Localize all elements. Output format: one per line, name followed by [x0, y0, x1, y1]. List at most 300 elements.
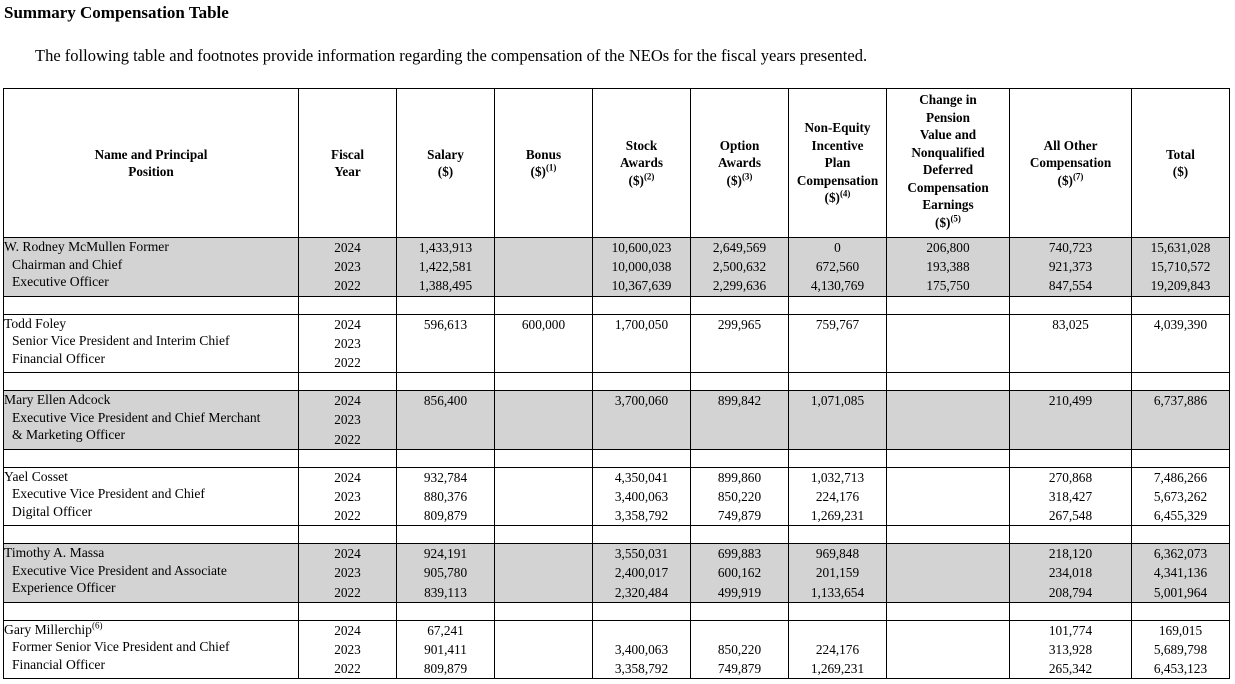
bonus-cell	[495, 467, 593, 526]
pension-value	[887, 410, 1009, 429]
fiscal-year-cell	[299, 391, 397, 450]
fiscal-year-cell	[299, 238, 397, 297]
spacer-cell	[691, 373, 789, 391]
officer-name-cell	[4, 620, 299, 679]
stock-awards-cell	[593, 467, 691, 526]
spacer-cell	[299, 602, 397, 620]
spacer-cell	[4, 602, 299, 620]
spacer-cell	[1132, 449, 1230, 467]
spacer-cell	[299, 449, 397, 467]
spacer-cell	[495, 449, 593, 467]
spacer-cell	[789, 449, 887, 467]
spacer-row	[4, 373, 1230, 391]
bonus-value	[495, 487, 592, 506]
salary-value: 880,376	[423, 488, 468, 504]
total-cell	[1132, 467, 1230, 526]
spacer-cell	[1010, 526, 1132, 544]
spacer-cell	[495, 526, 593, 544]
officer-name: Todd Foley	[4, 315, 67, 331]
stock-awards-value: 3,550,031	[614, 546, 669, 562]
stock-awards-value	[593, 430, 690, 449]
stock-awards-value: 2,400,017	[614, 565, 669, 581]
spacer-cell	[4, 296, 299, 314]
stock-awards-cell	[593, 620, 691, 679]
option-awards-value: 749,879	[717, 508, 762, 524]
header-stock-awards: Stock Awards ($)$^{(2)}$	[593, 89, 691, 238]
spacer-cell	[1010, 449, 1132, 467]
bonus-value	[495, 506, 592, 525]
bonus-value	[495, 659, 592, 678]
fiscal-year-value: 2023	[334, 642, 361, 657]
non-equity-value: 969,848	[815, 546, 860, 562]
non-equity-value	[789, 430, 886, 449]
non-equity-cell	[789, 314, 887, 373]
fiscal-year-cell	[299, 314, 397, 373]
pension-cell	[887, 238, 1010, 297]
stock-awards-value: 10,000,038	[611, 259, 672, 275]
pension-value	[887, 315, 1009, 334]
salary-cell	[397, 467, 495, 526]
stock-awards-cell	[593, 544, 691, 603]
fiscal-year-value: 2023	[334, 259, 361, 275]
bonus-value	[495, 391, 592, 410]
non-equity-value	[789, 410, 886, 429]
all-other-value: 740,723	[1048, 240, 1093, 255]
spacer-cell	[1132, 373, 1230, 391]
officer-name: Timothy A. Massa	[4, 545, 105, 561]
total-value: 5,001,964	[1153, 584, 1208, 600]
officer-title-line: Senior Vice President and Interim Chief	[12, 333, 230, 349]
all-other-value: 234,018	[1048, 565, 1093, 581]
stock-awards-cell	[593, 314, 691, 373]
pension-value	[887, 468, 1009, 487]
header-pension: Change in Pension Value and Nonqualified Deferred Compensation Earnings ($)$^{(5)}$	[887, 89, 1010, 238]
header-non-equity: Non-Equity Incentive Plan Compensation ($)$^{(4)}$	[789, 89, 887, 238]
stock-awards-cell	[593, 238, 691, 297]
salary-value: 596,613	[423, 316, 468, 332]
spacer-cell	[1010, 373, 1132, 391]
spacer-cell	[397, 296, 495, 314]
spacer-cell	[4, 449, 299, 467]
fiscal-year-cell	[299, 544, 397, 603]
spacer-cell	[691, 449, 789, 467]
bonus-value	[495, 468, 592, 487]
officer-title-line: Executive Officer	[12, 274, 109, 290]
all-other-value	[1010, 410, 1131, 429]
officer-block	[4, 314, 1230, 373]
bonus-cell	[495, 620, 593, 679]
spacer-cell	[1132, 296, 1230, 314]
fiscal-year-cell	[299, 467, 397, 526]
intro-paragraph: The following table and footnotes provide information regarding the compensation of the NEOs for the fiscal years presented.	[35, 46, 868, 65]
fiscal-year-value: 2023	[334, 565, 361, 581]
non-equity-value: 201,159	[815, 565, 860, 581]
spacer-cell	[691, 602, 789, 620]
pension-cell	[887, 391, 1010, 450]
pension-value	[887, 353, 1009, 372]
total-value: 6,453,123	[1153, 661, 1208, 677]
fiscal-year-value: 2023	[334, 488, 361, 504]
salary-value: 856,400	[423, 393, 468, 409]
pension-value	[887, 563, 1009, 582]
officer-name: Gary Millerchip	[4, 621, 92, 637]
officer-block	[4, 620, 1230, 679]
option-awards-cell	[691, 620, 789, 679]
non-equity-cell	[789, 238, 887, 297]
spacer-cell	[4, 526, 299, 544]
spacer-cell	[593, 296, 691, 314]
officer-name-footnote: (6)	[91, 620, 103, 631]
spacer-row	[4, 449, 1230, 467]
total-cell	[1132, 238, 1230, 297]
fiscal-year-value: 2024	[334, 622, 361, 638]
officer-title-line: & Marketing Officer	[12, 427, 125, 443]
option-awards-value: 899,860	[717, 469, 762, 485]
salary-value	[397, 410, 494, 429]
header-option-awards: Option Awards ($)$^{(3)}$	[691, 89, 789, 238]
pension-value	[887, 487, 1009, 506]
all-other-value: 218,120	[1048, 546, 1093, 562]
spacer-cell	[1010, 296, 1132, 314]
spacer-cell	[397, 602, 495, 620]
summary-compensation-table	[3, 88, 1230, 679]
non-equity-value: 224,176	[815, 488, 860, 504]
non-equity-value: 1,071,085	[810, 393, 865, 409]
spacer-row	[4, 526, 1230, 544]
bonus-value: 600,000	[521, 316, 566, 332]
spacer-row	[4, 296, 1230, 314]
officer-block	[4, 467, 1230, 526]
header-fiscal-year: Fiscal Year	[299, 89, 397, 238]
fiscal-year-cell	[299, 620, 397, 679]
non-equity-value: 1,269,231	[810, 508, 865, 524]
salary-value: 809,879	[423, 508, 468, 524]
option-awards-value	[691, 410, 788, 429]
option-awards-value	[691, 334, 788, 353]
option-awards-value: 899,842	[717, 393, 762, 409]
spacer-cell	[887, 296, 1010, 314]
fiscal-year-value: 2024	[334, 393, 361, 409]
spacer-cell	[887, 526, 1010, 544]
total-value	[1132, 334, 1229, 353]
fiscal-year-value: 2022	[334, 354, 361, 370]
spacer-cell	[789, 526, 887, 544]
pension-value	[887, 621, 1009, 640]
bonus-value	[495, 334, 592, 353]
fiscal-year-value: 2022	[334, 278, 361, 294]
officer-title-line: Experience Officer	[12, 580, 116, 596]
all-other-value: 847,554	[1048, 278, 1093, 294]
spacer-cell	[887, 449, 1010, 467]
total-value: 6,455,329	[1153, 508, 1208, 524]
stock-awards-value: 3,700,060	[614, 393, 669, 409]
officer-name: Yael Cosset	[4, 468, 68, 484]
total-value: 15,710,572	[1150, 259, 1211, 275]
stock-awards-value: 3,400,063	[614, 642, 669, 657]
fiscal-year-value: 2024	[334, 240, 361, 255]
page-title: Summary Compensation Table	[4, 3, 229, 22]
spacer-cell	[495, 296, 593, 314]
non-equity-value	[789, 621, 886, 640]
bonus-cell	[495, 238, 593, 297]
salary-value: 905,780	[423, 565, 468, 581]
officer-title-line: Digital Officer	[12, 503, 93, 519]
pension-value	[887, 430, 1009, 449]
bonus-value	[495, 276, 592, 295]
officer-name-cell	[4, 314, 299, 373]
non-equity-value: 224,176	[815, 642, 860, 657]
pension-value: 206,800	[926, 240, 970, 255]
header-salary: Salary ($)	[397, 89, 495, 238]
fiscal-year-value: 2024	[334, 316, 361, 332]
all-other-value	[1010, 430, 1131, 449]
all-other-cell	[1010, 467, 1132, 526]
bonus-cell	[495, 391, 593, 450]
salary-cell	[397, 314, 495, 373]
officer-block	[4, 391, 1230, 450]
all-other-value: 101,774	[1048, 622, 1093, 638]
option-awards-cell	[691, 467, 789, 526]
total-value: 6,737,886	[1153, 393, 1208, 409]
officer-title-line: Financial Officer	[12, 350, 105, 366]
stock-awards-value: 4,350,041	[614, 469, 669, 485]
total-cell	[1132, 314, 1230, 373]
spacer-cell	[299, 526, 397, 544]
option-awards-cell	[691, 314, 789, 373]
stock-awards-value: 10,600,023	[611, 240, 672, 255]
salary-value: 839,113	[424, 584, 467, 600]
option-awards-value	[691, 353, 788, 372]
bonus-cell	[495, 314, 593, 373]
officer-title-line: Executive Vice President and Associate	[12, 562, 227, 578]
officer-block	[4, 544, 1230, 603]
spacer-cell	[397, 449, 495, 467]
fiscal-year-value: 2022	[334, 584, 361, 600]
bonus-value	[495, 257, 592, 276]
option-awards-value: 499,919	[717, 584, 762, 600]
salary-value	[397, 334, 494, 353]
spacer-cell	[397, 373, 495, 391]
spacer-cell	[691, 296, 789, 314]
total-value	[1132, 430, 1229, 449]
fiscal-year-value: 2023	[334, 335, 361, 351]
all-other-value: 921,373	[1048, 259, 1093, 275]
officer-name-cell	[4, 467, 299, 526]
option-awards-cell	[691, 544, 789, 603]
total-value	[1132, 410, 1229, 429]
spacer-cell	[593, 373, 691, 391]
all-other-value	[1010, 334, 1131, 353]
non-equity-cell	[789, 391, 887, 450]
officer-title-line: Financial Officer	[12, 657, 105, 672]
non-equity-cell	[789, 620, 887, 679]
total-value: 4,341,136	[1153, 565, 1208, 581]
spacer-cell	[1132, 602, 1230, 620]
total-value: 7,486,266	[1153, 469, 1208, 485]
pension-value	[887, 544, 1009, 563]
pension-value	[887, 391, 1009, 410]
stock-awards-cell	[593, 391, 691, 450]
spacer-cell	[495, 602, 593, 620]
option-awards-cell	[691, 238, 789, 297]
all-other-cell	[1010, 544, 1132, 603]
total-value: 5,673,262	[1153, 488, 1208, 504]
spacer-cell	[789, 296, 887, 314]
fiscal-year-value: 2024	[334, 469, 361, 485]
non-equity-cell	[789, 467, 887, 526]
all-other-value	[1010, 353, 1131, 372]
salary-cell	[397, 544, 495, 603]
all-other-value: 313,928	[1048, 642, 1093, 657]
pension-value	[887, 659, 1009, 678]
officer-block	[4, 238, 1230, 297]
officer-name-cell	[4, 544, 299, 603]
bonus-value	[495, 410, 592, 429]
total-cell	[1132, 544, 1230, 603]
salary-value	[397, 353, 494, 372]
pension-cell	[887, 467, 1010, 526]
total-value: 6,362,073	[1153, 546, 1208, 562]
all-other-cell	[1010, 238, 1132, 297]
spacer-cell	[299, 296, 397, 314]
salary-cell	[397, 620, 495, 679]
stock-awards-value: 1,700,050	[614, 316, 669, 332]
stock-awards-value: 3,358,792	[614, 661, 669, 677]
option-awards-value: 850,220	[717, 488, 762, 504]
spacer-cell	[887, 373, 1010, 391]
salary-value: 932,784	[423, 469, 468, 485]
pension-cell	[887, 620, 1010, 679]
spacer-cell	[887, 602, 1010, 620]
spacer-cell	[1132, 526, 1230, 544]
salary-value: 924,191	[423, 546, 468, 562]
pension-cell	[887, 314, 1010, 373]
stock-awards-value: 3,400,063	[614, 488, 669, 504]
total-value: 169,015	[1158, 622, 1203, 638]
pension-value	[887, 506, 1009, 525]
stock-awards-value: 3,358,792	[614, 508, 669, 524]
total-value: 5,689,798	[1153, 642, 1208, 657]
option-awards-value: 2,500,632	[712, 259, 767, 275]
pension-value	[887, 334, 1009, 353]
bonus-value	[495, 621, 592, 640]
option-awards-value: 600,162	[717, 565, 762, 581]
option-awards-cell	[691, 391, 789, 450]
option-awards-value: 749,879	[717, 661, 762, 677]
header-total: Total ($)	[1132, 89, 1230, 238]
non-equity-value	[789, 334, 886, 353]
total-value: 19,209,843	[1150, 278, 1211, 294]
bonus-value	[495, 563, 592, 582]
non-equity-value: 1,032,713	[810, 469, 865, 485]
all-other-value: 270,868	[1048, 469, 1093, 485]
non-equity-value: 1,269,231	[810, 661, 865, 677]
stock-awards-value	[593, 334, 690, 353]
officer-title-line: Executive Vice President and Chief Merchant	[12, 409, 261, 425]
all-other-cell	[1010, 391, 1132, 450]
all-other-value: 265,342	[1048, 661, 1093, 677]
option-awards-value: 850,220	[717, 642, 762, 657]
officer-name: Mary Ellen Adcock	[4, 392, 111, 408]
non-equity-value: 1,133,654	[810, 584, 865, 600]
total-value	[1132, 353, 1229, 372]
spacer-cell	[593, 602, 691, 620]
spacer-cell	[691, 526, 789, 544]
option-awards-value	[691, 621, 788, 640]
bonus-value	[495, 430, 592, 449]
officer-title-line: Chairman and Chief	[12, 256, 123, 272]
header-row	[4, 89, 1230, 238]
stock-awards-value	[593, 353, 690, 372]
non-equity-cell	[789, 544, 887, 603]
all-other-value: 210,499	[1048, 393, 1093, 409]
all-other-cell	[1010, 314, 1132, 373]
non-equity-value: 672,560	[815, 259, 860, 275]
spacer-cell	[495, 373, 593, 391]
spacer-row	[4, 602, 1230, 620]
spacer-cell	[593, 449, 691, 467]
total-cell	[1132, 620, 1230, 679]
fiscal-year-value: 2023	[334, 412, 361, 428]
salary-cell	[397, 391, 495, 450]
salary-value: 1,433,913	[418, 240, 473, 255]
bonus-value	[495, 583, 592, 602]
header-all-other: All Other Compensation ($)$^{(7)}$	[1010, 89, 1132, 238]
option-awards-value: 2,649,569	[712, 240, 767, 255]
all-other-value: 208,794	[1048, 584, 1093, 600]
stock-awards-value	[593, 621, 690, 640]
salary-cell	[397, 238, 495, 297]
option-awards-value	[691, 430, 788, 449]
spacer-cell	[789, 373, 887, 391]
header-bonus: Bonus ($)$^{(1)}$	[495, 89, 593, 238]
total-value: 4,039,390	[1153, 316, 1208, 332]
non-equity-value: 759,767	[815, 316, 860, 332]
bonus-value	[495, 353, 592, 372]
salary-value: 67,241	[427, 622, 464, 638]
fiscal-year-value: 2022	[334, 431, 361, 447]
stock-awards-value: 2,320,484	[614, 584, 669, 600]
bonus-value	[495, 238, 592, 257]
bonus-cell	[495, 544, 593, 603]
salary-value: 809,879	[423, 661, 468, 677]
all-other-value: 318,427	[1048, 488, 1093, 504]
officer-name-cell	[4, 391, 299, 450]
salary-value	[397, 430, 494, 449]
spacer-cell	[299, 373, 397, 391]
pension-value: 175,750	[926, 278, 970, 294]
spacer-cell	[593, 526, 691, 544]
header-name: Name and Principal Position	[4, 89, 299, 238]
fiscal-year-value: 2022	[334, 508, 361, 524]
pension-value	[887, 640, 1009, 659]
pension-value	[887, 583, 1009, 602]
spacer-cell	[397, 526, 495, 544]
total-value: 15,631,028	[1150, 240, 1211, 255]
officer-name: W. Rodney McMullen Former	[4, 239, 169, 254]
total-cell	[1132, 391, 1230, 450]
officer-name-cell	[4, 238, 299, 297]
non-equity-value: 4,130,769	[810, 278, 865, 294]
bonus-value	[495, 640, 592, 659]
spacer-cell	[789, 602, 887, 620]
pension-value: 193,388	[926, 259, 970, 275]
bonus-value	[495, 544, 592, 563]
officer-title-line: Executive Vice President and Chief	[12, 486, 205, 502]
fiscal-year-value: 2024	[334, 546, 361, 562]
option-awards-value: 299,965	[717, 316, 762, 332]
spacer-cell	[4, 373, 299, 391]
